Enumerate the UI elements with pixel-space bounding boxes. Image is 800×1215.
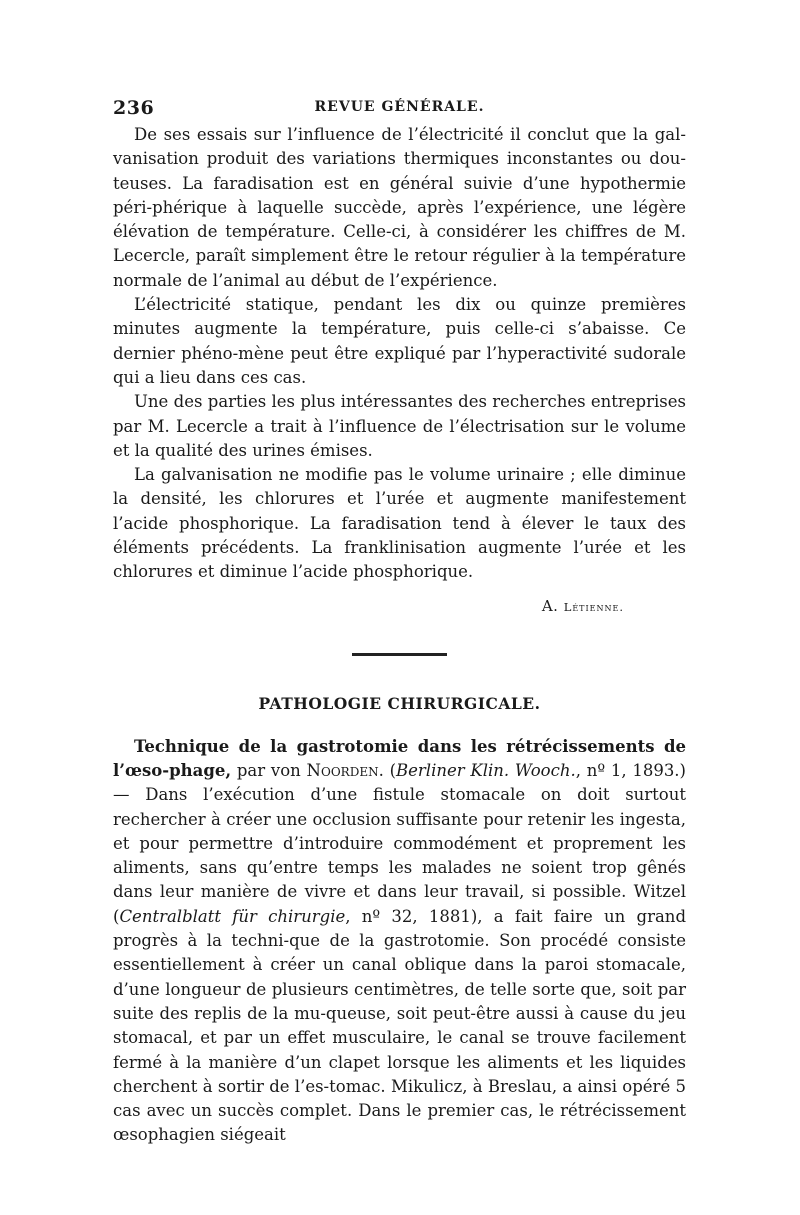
author-signature <box>113 597 624 615</box>
article-author: Noorden. <box>306 760 384 780</box>
paragraph-1: De ses essais sur l’influence de l’électricité il conclut que la gal-vanisation produit des variations thermiques inconstantes ou dou-teuses. La faradisation est en général suivie d’une hypothermie péri-phérique à laquelle succède, après l’expérience, une légère élévation de température. Celle-ci, à considérer les chiffres de M. Lecercle, paraît simplement être le retour régulier à la température normale de l’animal au début de l’expérience. <box>113 125 686 290</box>
paragraph-4: La galvanisation ne modifie pas le volume urinaire ; elle diminue la densité, les chlorures et l’urée et augmente manifestement l’acide phosphorique. La faradisation tend à élever le taux des éléments précédents. La franklinisation augmente l’urée et les chlorures et diminue l’acide phosphorique. <box>113 465 686 582</box>
signature-initial: A. <box>541 596 564 615</box>
page-number: 236 <box>113 97 155 119</box>
citation-rest: , nº 1, 1893.) — <box>113 760 686 805</box>
article-heading: Technique de la gastrotomie dans les rétrécissements de l’œso-phage, <box>113 736 686 780</box>
citation-journal-2: Centralblatt für chirurgie <box>119 906 346 926</box>
paragraph-3: Une des parties les plus intéressantes des recherches entreprises par M. Lecercle a trait à l’influence de l’électrisation sur le volume et la qualité des urines émises. <box>113 392 686 460</box>
citation-journal: Berliner Klin. Wooch. <box>396 760 576 780</box>
running-head <box>113 97 686 123</box>
article-paragraph <box>113 735 686 1148</box>
signature-surname: Létienne. <box>563 599 624 614</box>
citation-open: ( <box>383 760 397 780</box>
article-text-1: Dans l’exécution d’une fistule stomacale on doit surtout rechercher à créer une occlusion suffisante pour retenir les ingesta, et pour permettre d’introduire commodément et proprement les aliments, sans qu’entre temps les malades ne soient trop gênés dans leur manière de vivre et dans leur travail, si possible. Witzel ( <box>113 785 686 926</box>
section-title: PATHOLOGIE CHIRURGICALE. <box>258 693 541 713</box>
section-divider <box>352 653 447 656</box>
page-body <box>113 97 686 1148</box>
journal-title: REVUE GÉNÉRALE. <box>314 99 485 115</box>
article-by: par von <box>231 760 307 780</box>
paragraph-2: L’électricité statique, pendant les dix ou quinze premières minutes augmente la température, puis celle-ci s’abaisse. Ce dernier phéno-mène peut être expliqué par l’hyperactivité sudorale qui a lieu dans ces cas. <box>113 295 686 387</box>
article-text-2: , nº 32, 1881), a fait faire un grand progrès à la techni-que de la gastrotomie. Son procédé consiste essentiellement à créer un canal oblique dans la paroi stomacale, d’une longueur de plusieurs centimètres, de telle sorte que, soit par suite des replis de la mu-queuse, soit peut-être aussi à cause du jeu stomacal, et par un effet musculaire, le canal se trouve facilement fermé à la manière d’un clapet lorsque les aliments et les liquides cherchent à sortir de l’es-tomac. Mikulicz, à Breslau, a ainsi opéré 5 cas avec un succès complet. Dans le premier cas, le rétrécissement œsophagien siégeait <box>113 906 687 1145</box>
